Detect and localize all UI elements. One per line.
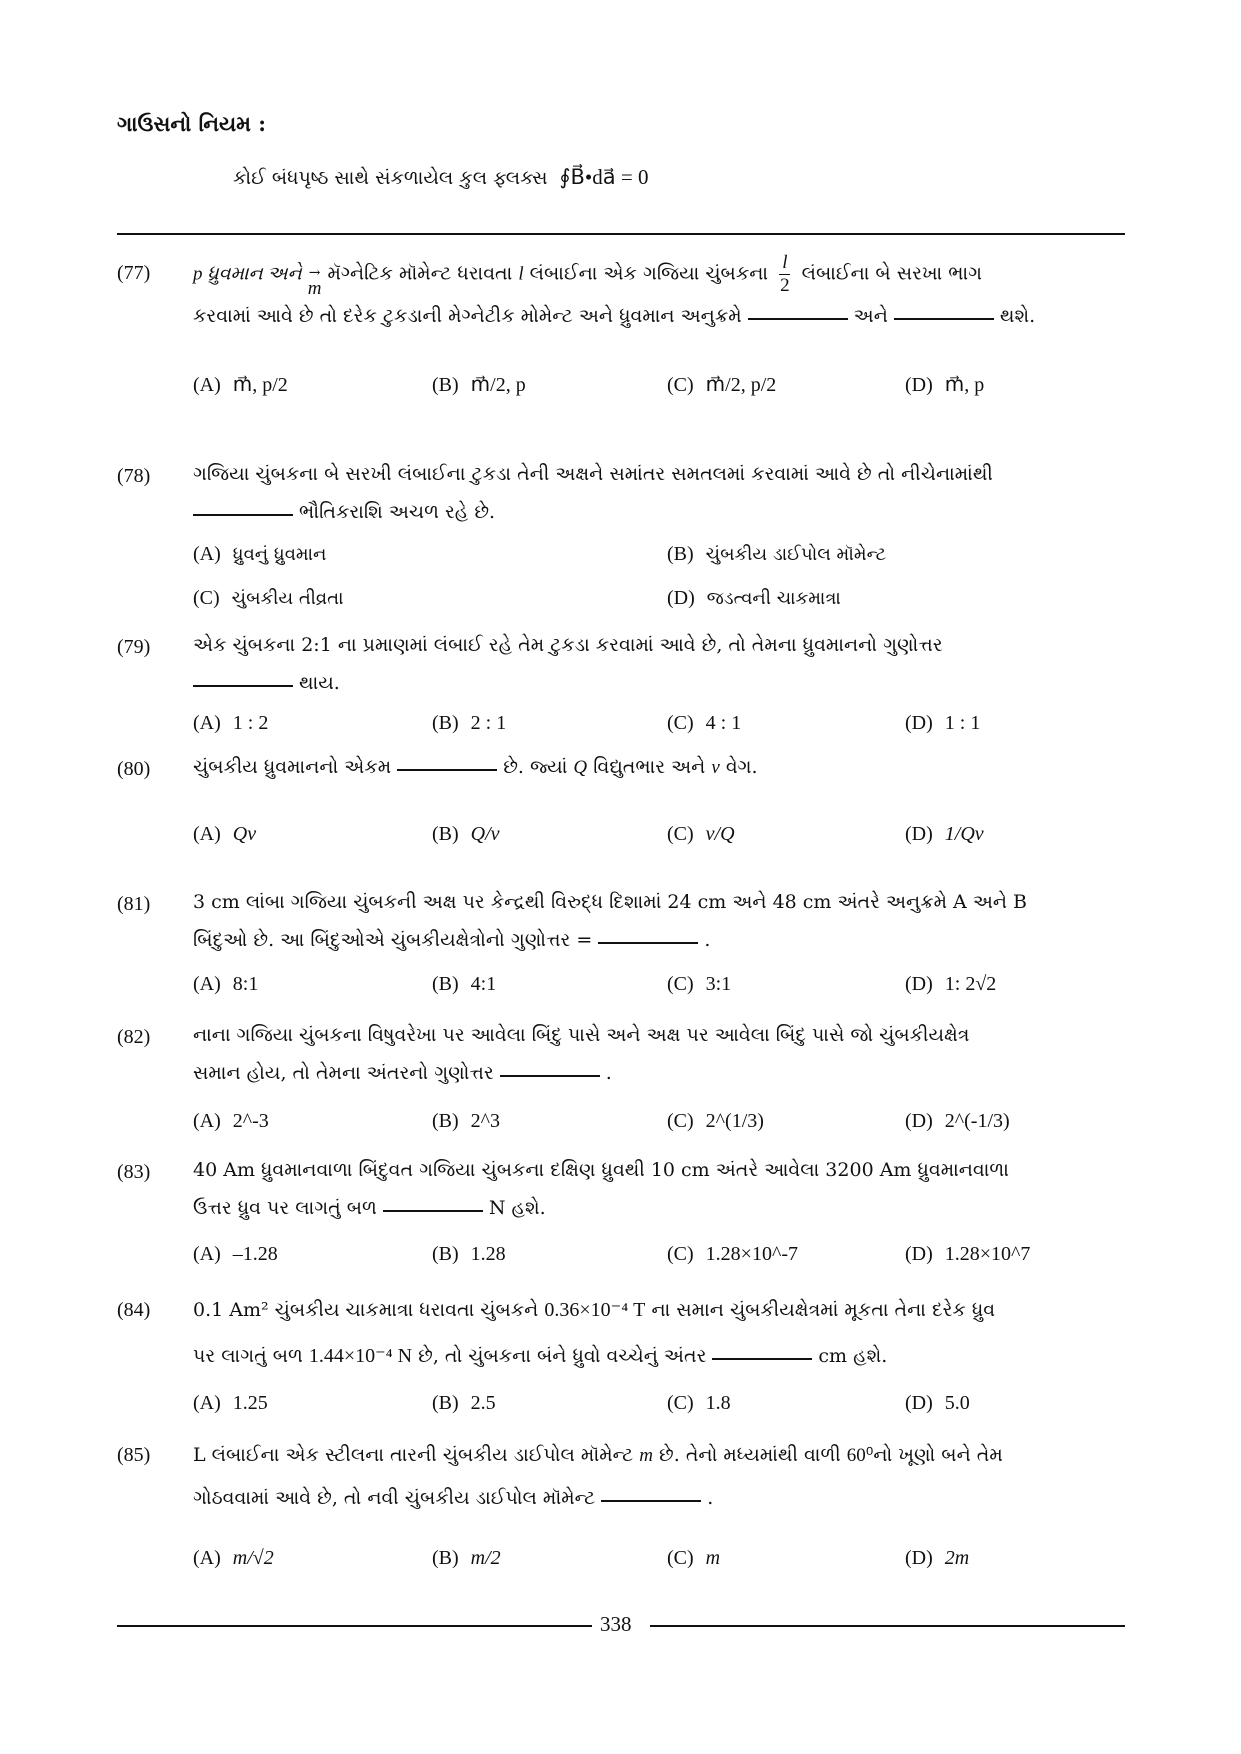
answer-blank <box>193 685 293 687</box>
option-c[interactable]: (C) 3:1 <box>667 973 732 995</box>
gauss-law-statement <box>233 165 648 190</box>
option-value: Q/v <box>470 823 500 845</box>
option-d[interactable]: (D) 1 : 1 <box>905 712 981 734</box>
option-d[interactable]: (D) જડત્વની ચાકમાત્રા <box>667 587 841 609</box>
fraction-l-by-2: $\frac{l}{2}$ <box>780 252 790 296</box>
option-c[interactable]: (C) 4 : 1 <box>667 712 742 734</box>
option-b[interactable]: (B) 2.5 <box>432 1392 496 1414</box>
option-value: 1.28×10^7 <box>944 1243 1031 1265</box>
option-c[interactable]: (C) m⃗/2, p/2 <box>667 374 777 396</box>
footer-rule-right <box>650 1625 1125 1627</box>
option-value: 1.25 <box>232 1392 268 1414</box>
option-b[interactable]: (B) 1.28 <box>432 1243 506 1265</box>
question-79-line-1: એક ચુંબકના 2:1 ના પ્રમાણમાં લંબાઈ રહે તેમ ટુકડા કરવામાં આવે છે, તો તેમના ધ્રુવમાનનો ગુણોત્તર <box>193 634 943 656</box>
option-a[interactable]: (A) ધ્રુવનું ધ્રુવમાન <box>193 543 327 565</box>
option-value: 3:1 <box>705 973 732 995</box>
option-b[interactable]: (B) Q/v <box>432 823 500 845</box>
question-83-line-1: 40 Am ધ્રુવમાનવાળા બિંદુવત ગજિયા ચુંબકના દક્ષિણ ધ્રુવથી 10 cm અંતરે આવેલા 3200 Am ધ્રુવમાનવાળા <box>193 1159 1009 1181</box>
option-b[interactable]: (B) 2^3 <box>432 1110 501 1132</box>
option-value: Qv <box>232 823 257 845</box>
answer-blank <box>712 1358 812 1360</box>
answer-blank <box>383 1210 483 1212</box>
option-value: 2^(-1/3) <box>944 1110 1010 1132</box>
option-value: 1 : 1 <box>944 712 981 734</box>
question-85-line-1: L લંબાઈના એક સ્ટીલના તારની ચુંબકીય ડાઈપોલ મૉમેન્ટ m છે. તેનો મધ્યમાંથી વાળી 60⁰નો ખૂણો બને તેમ <box>193 1444 1003 1466</box>
question-85-text <box>193 1434 1123 1519</box>
option-value: 4 : 1 <box>705 712 742 734</box>
question-79-line-2: થાય. <box>193 664 1123 702</box>
option-a[interactable]: (A) 2^-3 <box>193 1110 269 1132</box>
section-heading: ગાઉસનો નિયમ : <box>117 111 267 136</box>
question-78-line-2: ભૌતિકરાશિ અચળ રહે છે. <box>193 493 1123 531</box>
question-80-text: ચુંબકીય ધ્રુવમાનનો એકમ છે. જ્યાં Q વિદ્યુતભાર અને v વેગ. <box>193 756 758 778</box>
question-77-text <box>193 252 1123 335</box>
answer-blank <box>193 514 293 516</box>
option-value: –1.28 <box>232 1243 278 1265</box>
question-85-line-2: ગોઠવવામાં આવે છે, તો નવી ચુંબકીય ડાઈપોલ મૉમેન્ટ . <box>193 1487 714 1509</box>
answer-blank <box>748 318 848 320</box>
option-b[interactable]: (B) 2 : 1 <box>432 712 507 734</box>
option-value: 1: 2√2 <box>944 973 997 995</box>
option-value: m/√2 <box>232 1547 274 1569</box>
option-value: m <box>705 1547 721 1569</box>
option-b[interactable]: (B) ચુંબકીય ડાઈપોલ મૉમેન્ટ <box>667 543 887 565</box>
vector-m: → m <box>307 265 322 299</box>
question-78-text <box>193 455 1123 531</box>
question-79-text <box>193 626 1123 702</box>
option-d[interactable]: (D) 1/Qv <box>905 823 984 845</box>
question-number: (81) <box>117 893 151 915</box>
option-c[interactable]: (C) v/Q <box>667 823 735 845</box>
option-d[interactable]: (D) 2^(-1/3) <box>905 1110 1010 1132</box>
option-value: m⃗/2, p <box>470 374 526 396</box>
option-a[interactable]: (A) 1 : 2 <box>193 712 269 734</box>
question-77-line-1: p ધ્રુવમાન અને → m મૅગ્નેટિક મૉમેન્ટ ધરાવતા l લંબાઈના એક ગજિયા ચુંબકના $\frac{l}{2}$ લંબાઈના બે સરખા ભાગ <box>193 252 982 299</box>
option-value: 2 : 1 <box>470 712 507 734</box>
question-83-text <box>193 1151 1123 1227</box>
option-value: 1.8 <box>705 1392 731 1414</box>
top-divider <box>117 233 1125 235</box>
option-c[interactable]: (C) m <box>667 1547 721 1569</box>
question-81-text <box>193 883 1123 959</box>
answer-blank <box>500 1075 600 1077</box>
option-value: m⃗/2, p/2 <box>705 374 777 396</box>
question-84-line-2: પર લાગતું બળ 1.44×10⁻⁴ N છે, તો ચુંબકના બંને ધ્રુવો વચ્ચેનું અંતર cm હશે. <box>193 1345 888 1367</box>
option-value: 1/Qv <box>944 823 984 845</box>
question-77-line-2: કરવામાં આવે છે તો દરેક ટુકડાની મેગ્નેટીક મોમેન્ટ અને ધ્રુવમાન અનુક્રમે અને થશે. <box>193 304 1036 327</box>
question-number: (79) <box>117 636 151 658</box>
page-number: 338 <box>600 1612 632 1636</box>
gauss-law-formula: ∮B⃗•da⃗ = 0 <box>559 165 649 189</box>
question-number: (82) <box>117 1026 151 1048</box>
option-a[interactable]: (A) m⃗, p/2 <box>193 374 288 396</box>
option-value: ચુંબકીય ડાઈપોલ મૉમેન્ટ <box>705 544 887 565</box>
option-value: 4:1 <box>470 973 497 995</box>
question-84-line-1: 0.1 Am² ચુંબકીય ચાકમાત્રા ધરાવતા ચુંબકને 0.36×10⁻⁴ T ના સમાન ચુંબકીયક્ષેત્રમાં મૂકતા તેના દરેક ધ્રુવ <box>193 1299 996 1321</box>
option-b[interactable]: (B) 4:1 <box>432 973 497 995</box>
option-d[interactable]: (D) 5.0 <box>905 1392 970 1414</box>
option-c[interactable]: (C) 1.8 <box>667 1392 731 1414</box>
option-a[interactable]: (A) 1.25 <box>193 1392 268 1414</box>
gauss-law-text: કોઈ બંધપૃષ્ઠ સાથે સંકળાયેલ કુલ ફ્લક્સ <box>233 167 548 189</box>
question-82-line-2: સમાન હોય, તો તેમના અંતરનો ગુણોત્તર . <box>193 1062 612 1084</box>
option-value: 2^-3 <box>232 1110 269 1132</box>
question-82-text <box>193 1016 1123 1092</box>
option-b[interactable]: (B) m/2 <box>432 1547 501 1569</box>
option-value: v/Q <box>705 823 735 845</box>
option-a[interactable]: (A) m/√2 <box>193 1547 274 1569</box>
question-number: (83) <box>117 1161 151 1183</box>
option-value: 5.0 <box>944 1392 970 1414</box>
option-value: 1.28×10^-7 <box>705 1243 798 1265</box>
question-number: (84) <box>117 1299 151 1321</box>
option-value: 2.5 <box>470 1392 496 1414</box>
option-a[interactable]: (A) 8:1 <box>193 973 259 995</box>
answer-blank <box>598 942 698 944</box>
question-81-line-1: 3 cm લાંબા ગજિયા ચુંબકની અક્ષ પર કેન્દ્રથી વિરુદ્ધ દિશામાં 24 cm અને 48 cm અંતરે અનુક્રમે A અને B <box>193 891 1028 913</box>
question-number: (85) <box>117 1444 151 1466</box>
answer-blank <box>601 1500 701 1502</box>
option-value: m⃗, p <box>944 374 985 396</box>
option-value: 1 : 2 <box>232 712 269 734</box>
option-value: 1.28 <box>470 1243 506 1265</box>
question-number: (78) <box>117 465 151 487</box>
option-value: ચુંબકીય તીવ્રતા <box>231 588 344 609</box>
option-a[interactable]: (A) Qv <box>193 823 257 845</box>
option-d[interactable]: (D) m⃗, p <box>905 374 985 396</box>
question-number: (80) <box>117 758 151 780</box>
question-83-line-2: ઉત્તર ધ્રુવ પર લાગતું બળ N હશે. <box>193 1197 546 1219</box>
option-value: m/2 <box>470 1547 501 1569</box>
option-value: 8:1 <box>232 973 259 995</box>
option-d[interactable]: (D) 1.28×10^7 <box>905 1243 1031 1265</box>
option-value: જડત્વની ચાકમાત્રા <box>706 588 841 609</box>
option-a[interactable]: (A) –1.28 <box>193 1243 278 1265</box>
option-value: 2^(1/3) <box>705 1110 764 1132</box>
question-81-line-2: બિંદુઓ છે. આ બિંદુઓએ ચુંબકીયક્ષેત્રોનો ગુણોત્તર = . <box>193 929 711 951</box>
option-value: m⃗, p/2 <box>232 374 288 396</box>
question-number: (77) <box>117 262 151 284</box>
option-d[interactable]: (D) 1: 2√2 <box>905 973 997 995</box>
option-value: ધ્રુવનું ધ્રુવમાન <box>232 544 327 565</box>
question-82-line-1: નાના ગજિયા ચુંબકના વિષુવરેખા પર આવેલા બિંદુ પાસે અને અક્ષ પર આવેલા બિંદુ પાસે જો ચુંબકીયક્ષેત્ર <box>193 1024 970 1046</box>
option-b[interactable]: (B) m⃗/2, p <box>432 374 526 396</box>
option-value: 2^3 <box>470 1110 501 1132</box>
option-c[interactable]: (C) 2^(1/3) <box>667 1110 764 1132</box>
option-c[interactable]: (C) 1.28×10^-7 <box>667 1243 798 1265</box>
answer-blank <box>894 318 994 320</box>
footer-rule-left <box>117 1625 592 1627</box>
option-value: 2m <box>944 1547 970 1569</box>
question-78-line-1: ગજિયા ચુંબકના બે સરખી લંબાઈના ટુકડા તેની અક્ષને સમાંતર સમતલમાં કરવામાં આવે છે તો નીચેનામાંથી <box>193 463 993 485</box>
option-d[interactable]: (D) 2m <box>905 1547 970 1569</box>
answer-blank <box>397 769 497 771</box>
option-c[interactable]: (C) ચુંબકીય તીવ્રતા <box>193 587 344 609</box>
question-84-text <box>193 1287 1123 1379</box>
